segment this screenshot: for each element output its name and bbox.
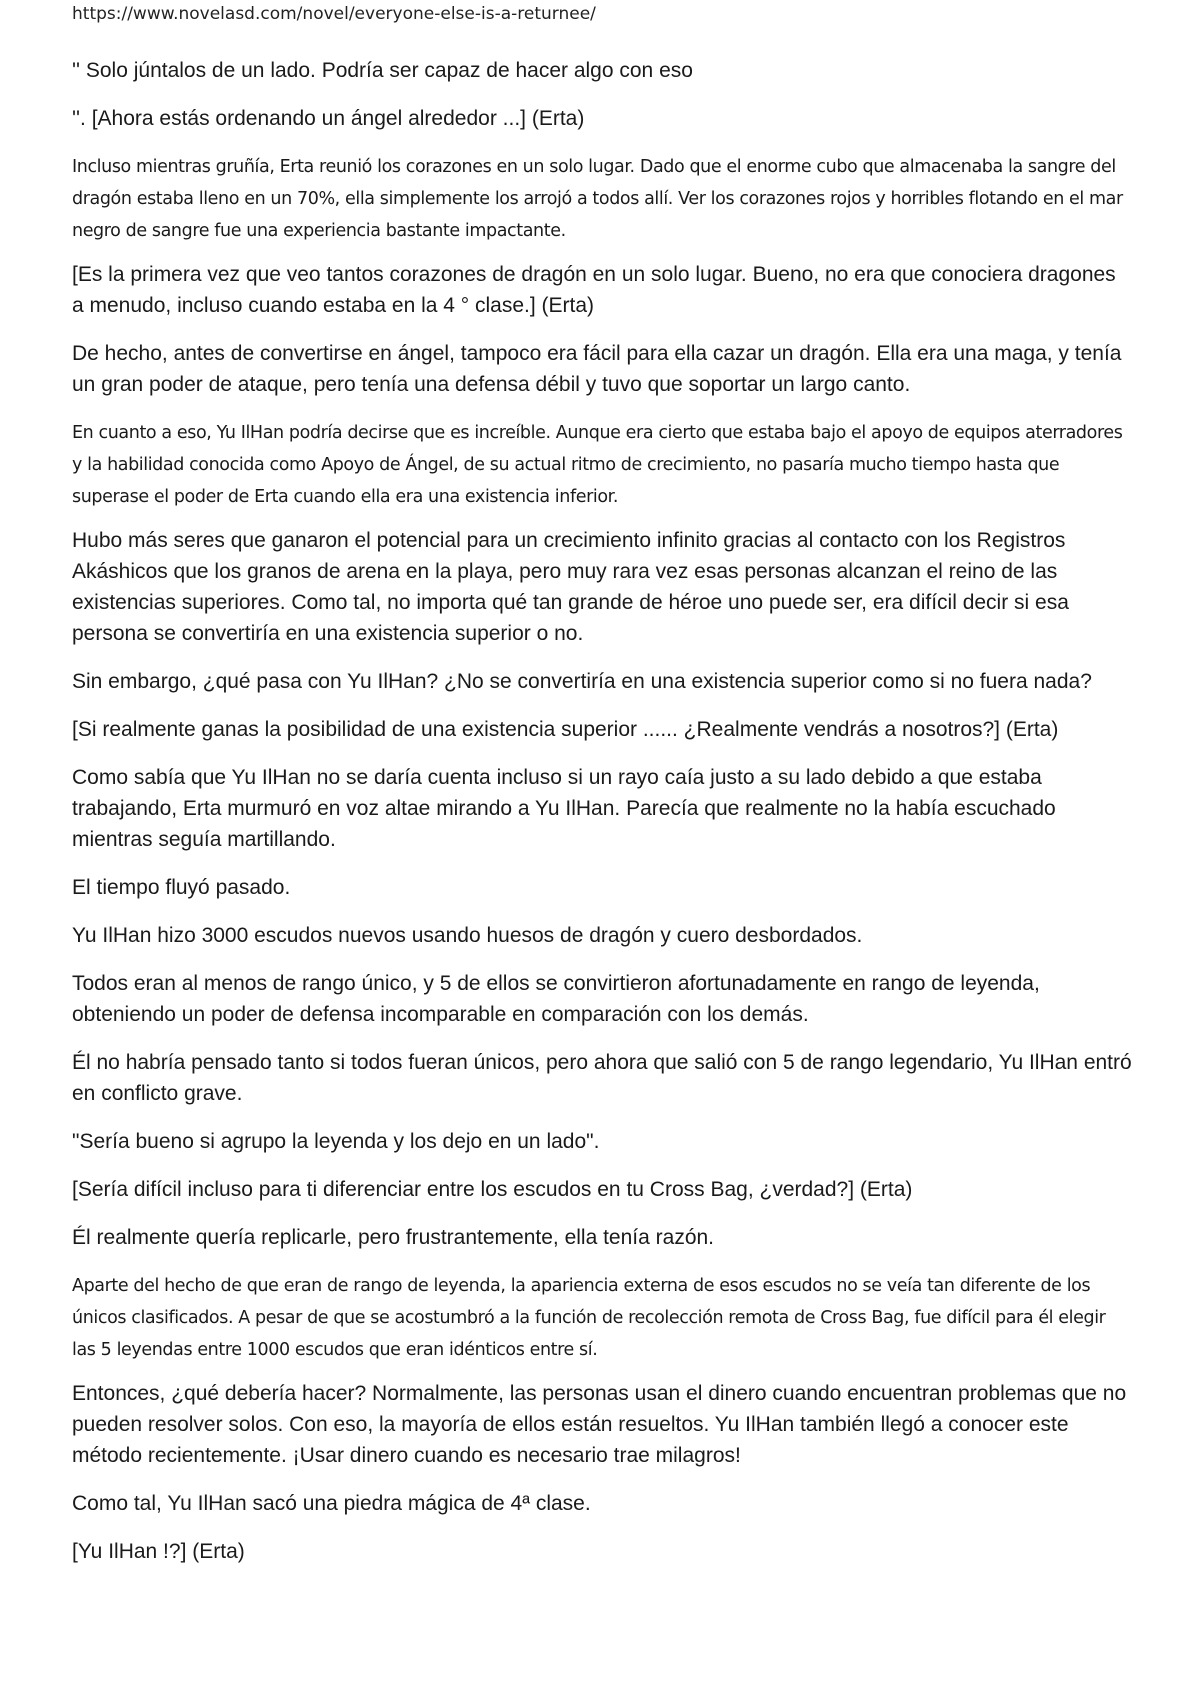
paragraph: Él realmente quería replicarle, pero frustrantemente, ella tenía razón. (72, 1226, 715, 1249)
paragraph: Sin embargo, ¿qué pasa con Yu IlHan? ¿No se convertiría en una existencia superior como si no fuera nada? (72, 670, 1092, 693)
paragraph: Como tal, Yu IlHan sacó una piedra mágica de 4ª clase. (72, 1492, 591, 1515)
chapter-text (72, 55, 1132, 1584)
paragraph: Hubo más seres que ganaron el potencial para un crecimiento infinito gracias al contacto con los Registros Akáshicos que los granos de arena en la playa, pero muy rara vez esas personas alcanzan el reino de las existencias superiores. Como tal, no importa qué tan grande de héroe uno puede ser, era difícil decir si esa persona se convertiría en una existencia superior o no. (72, 529, 1069, 645)
paragraph: Todos eran al menos de rango único, y 5 de ellos se convirtieron afortunadamente en rango de leyenda, obteniendo un poder de defensa incomparable en comparación con los demás. (72, 972, 1040, 1026)
paragraph: Como sabía que Yu IlHan no se daría cuenta incluso si un rayo caía justo a su lado debido a que estaba trabajando, Erta murmuró en voz altae mirando a Yu IlHan. Parecía que realmente no la había escuchado mientras seguía martillando. (72, 766, 1056, 851)
paragraph: ''. [Ahora estás ordenando un ángel alrededor ...] (Erta) (72, 107, 585, 130)
paragraph: Entonces, ¿qué debería hacer? Normalmente, las personas usan el dinero cuando encuentran problemas que no pueden resolver solos. Con eso, la mayoría de ellos están resueltos. Yu IlHan también llegó a conocer este método recientemente. ¡Usar dinero cuando es necesario trae milagros! (72, 1382, 1127, 1467)
paragraph: Incluso mientras gruñía, Erta reunió los corazones en un solo lugar. Dado que el enorme cubo que almacenaba la sangre del dragón estaba lleno en un 70%, ella simplemente los arrojó a todos allí. Ver los corazones rojos y horribles flotando en el mar negro de sangre fue una experiencia bastante impactante. (72, 157, 1123, 241)
paragraph: [Es la primera vez que veo tantos corazones de dragón en un solo lugar. Bueno, no era que conociera dragones a menudo, incluso cuando estaba en la 4 ° clase.] (Erta) (72, 263, 1116, 317)
page-url: https://www.novelasd.com/novel/everyone-else-is-a-returnee/ (72, 4, 596, 24)
paragraph: Aparte del hecho de que eran de rango de leyenda, la apariencia externa de esos escudos no se veía tan diferente de los únicos clasificados. A pesar de que se acostumbró a la función de recolección remota de Cross Bag, fue difícil para él elegir las 5 leyendas entre 1000 escudos que eran idénticos entre sí. (72, 1276, 1106, 1360)
paragraph: De hecho, antes de convertirse en ángel, tampoco era fácil para ella cazar un dragón. Ella era una maga, y tenía un gran poder de ataque, pero tenía una defensa débil y tuvo que soportar un largo canto. (72, 342, 1122, 396)
paragraph: Yu IlHan hizo 3000 escudos nuevos usando huesos de dragón y cuero desbordados. (72, 924, 863, 947)
paragraph: [Sería difícil incluso para ti diferenciar entre los escudos en tu Cross Bag, ¿verdad?] (Erta) (72, 1178, 913, 1201)
paragraph: En cuanto a eso, Yu IlHan podría decirse que es increíble. Aunque era cierto que estaba bajo el apoyo de equipos aterradores y la habilidad conocida como Apoyo de Ángel, de su actual ritmo de crecimiento, no pasaría mucho tiempo hasta que superase el poder de Erta cuando ella era una existencia inferior. (72, 423, 1123, 507)
paragraph: "Sería bueno si agrupo la leyenda y los dejo en un lado". (72, 1130, 600, 1153)
paragraph: El tiempo fluyó pasado. (72, 876, 291, 899)
paragraph: [Si realmente ganas la posibilidad de una existencia superior ...... ¿Realmente vendrás a nosotros?] (Erta) (72, 718, 1059, 741)
paragraph: [Yu IlHan !?] (Erta) (72, 1540, 245, 1563)
paragraph: Él no habría pensado tanto si todos fueran únicos, pero ahora que salió con 5 de rango legendario, Yu IlHan entró en conflicto grave. (72, 1051, 1132, 1105)
paragraph: '' Solo júntalos de un lado. Podría ser capaz de hacer algo con eso (72, 59, 693, 82)
